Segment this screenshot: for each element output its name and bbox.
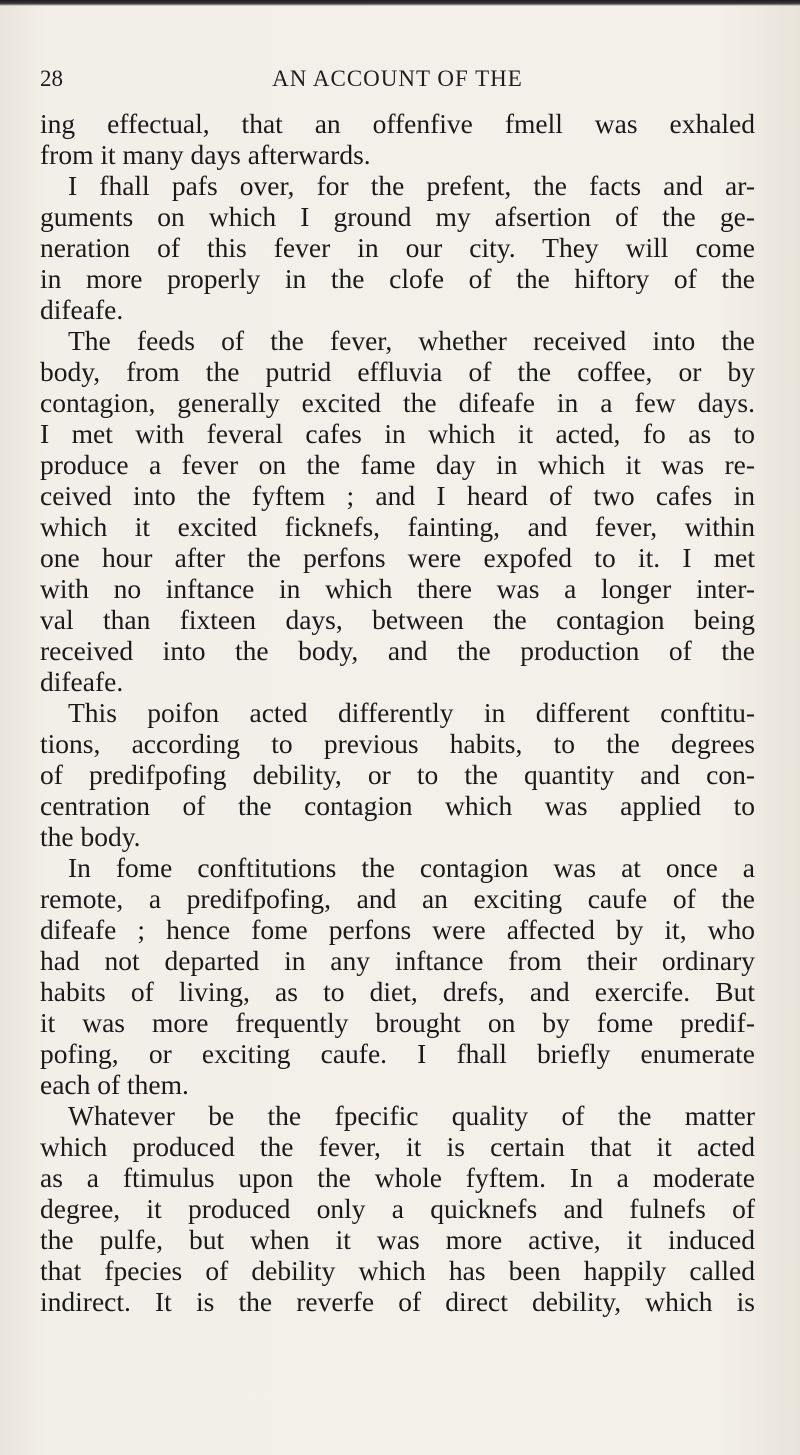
text-line: the pulfe, but when it was more active, it induced bbox=[40, 1224, 755, 1255]
text-line: centration of the contagion which was applied to bbox=[40, 790, 755, 821]
text-line: difeafe. bbox=[40, 666, 124, 697]
page-number: 28 bbox=[40, 66, 63, 91]
text-line: ceived into the fyftem ; and I heard of two cafes in bbox=[40, 480, 755, 511]
text-line: habits of living, as to diet, drefs, and exercife. But bbox=[40, 976, 755, 1007]
text-line: remote, a predifpofing, and an exciting caufe of the bbox=[40, 883, 755, 914]
text-line: had not departed in any inftance from their ordinary bbox=[40, 945, 755, 976]
text-line: difeafe. bbox=[40, 294, 124, 325]
text-line: of predifpofing debility, or to the quantity and con- bbox=[40, 759, 755, 790]
text-line: from it many days afterwards. bbox=[40, 139, 371, 170]
page-header bbox=[40, 66, 755, 96]
text-line: tions, according to previous habits, to the degrees bbox=[40, 728, 755, 759]
text-line: difeafe ; hence fome perfons were affected by it, who bbox=[40, 914, 755, 945]
text-line: body, from the putrid effluvia of the coffee, or by bbox=[40, 356, 755, 387]
text-line: each of them. bbox=[40, 1069, 189, 1100]
text-line: I fhall pafs over, for the prefent, the facts and ar- bbox=[68, 170, 755, 201]
text-line: pofing, or exciting caufe. I fhall briefly enumerate bbox=[40, 1038, 755, 1069]
text-line: indirect. It is the reverfe of direct debility, which is bbox=[40, 1286, 755, 1317]
text-line: neration of this fever in our city. They will come bbox=[40, 232, 755, 263]
text-line: I met with feveral cafes in which it acted, fo as to bbox=[40, 418, 755, 449]
text-line: one hour after the perfons were expofed to it. I met bbox=[40, 542, 755, 573]
text-line: contagion, generally excited the difeafe in a few days. bbox=[40, 387, 755, 418]
text-line: that fpecies of debility which has been happily called bbox=[40, 1255, 755, 1286]
text-line: which it excited ficknefs, fainting, and fever, within bbox=[40, 511, 755, 542]
text-line: in more properly in the clofe of the hiftory of the bbox=[40, 263, 755, 294]
page-top-edge bbox=[0, 0, 800, 6]
text-line: In fome conftitutions the contagion was at once a bbox=[68, 852, 755, 883]
text-line: the body. bbox=[40, 821, 141, 852]
text-line: val than fixteen days, between the contagion being bbox=[40, 604, 755, 635]
text-line: degree, it produced only a quicknefs and fulnefs of bbox=[40, 1193, 755, 1224]
text-line: ing effectual, that an offenfive fmell was exhaled bbox=[40, 108, 755, 139]
text-line: guments on which I ground my afsertion of the ge- bbox=[40, 201, 755, 232]
running-title: AN ACCOUNT OF THE bbox=[272, 66, 523, 91]
text-line: This poifon acted differently in different conftitu- bbox=[68, 697, 755, 728]
body-text bbox=[40, 108, 755, 1317]
text-line: it was more frequently brought on by fome predif- bbox=[40, 1007, 755, 1038]
text-line: received into the body, and the production of the bbox=[40, 635, 755, 666]
text-line: Whatever be the fpecific quality of the matter bbox=[68, 1100, 755, 1131]
text-line: The feeds of the fever, whether received into the bbox=[68, 325, 755, 356]
text-line: produce a fever on the fame day in which it was re- bbox=[40, 449, 755, 480]
text-line: as a ftimulus upon the whole fyftem. In a moderate bbox=[40, 1162, 755, 1193]
text-line: with no inftance in which there was a longer inter- bbox=[40, 573, 755, 604]
text-line: which produced the fever, it is certain that it acted bbox=[40, 1131, 755, 1162]
